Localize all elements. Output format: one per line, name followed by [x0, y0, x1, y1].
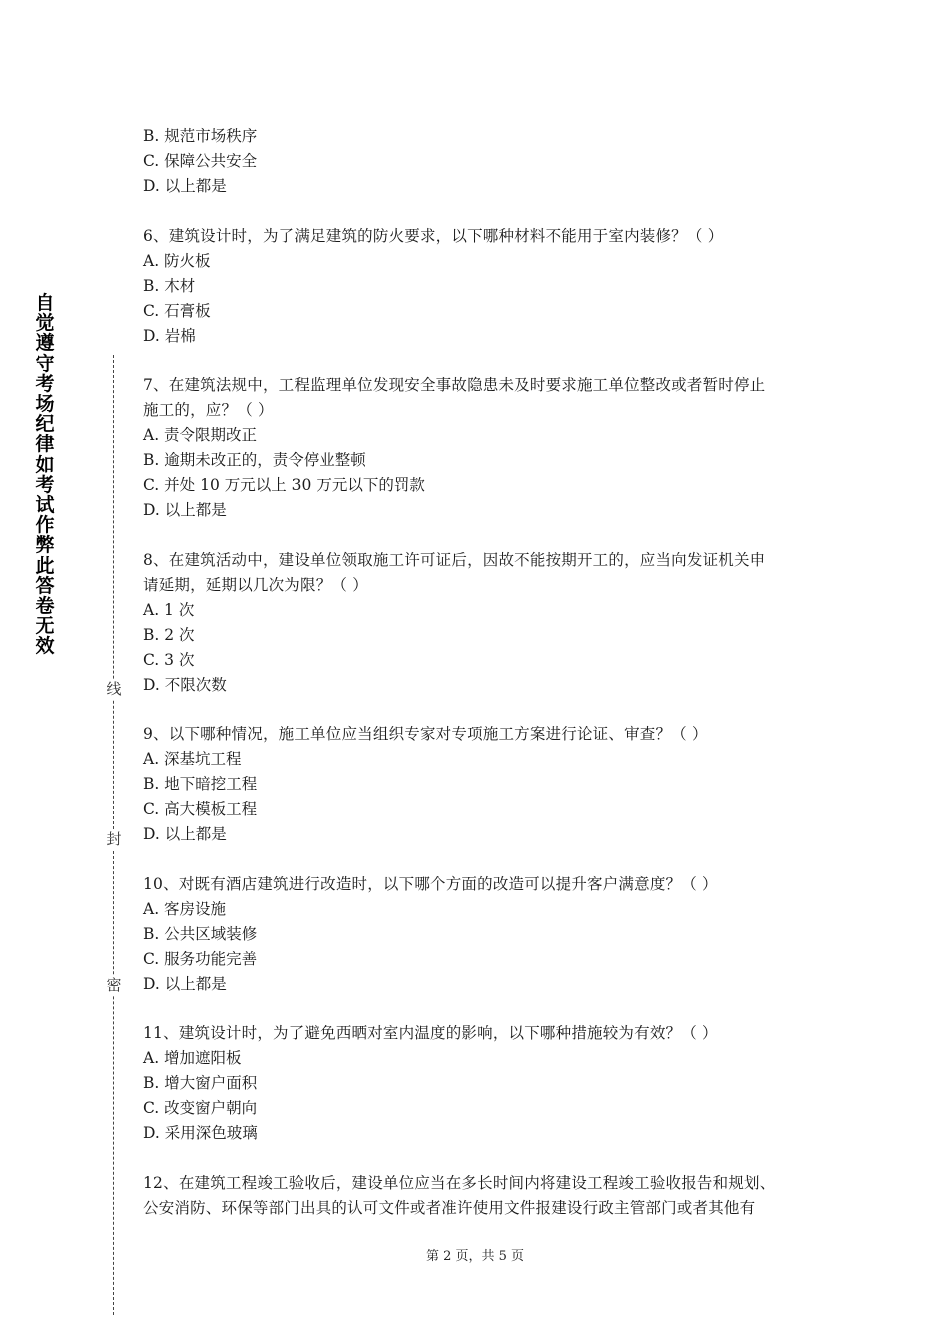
answer-option: C. 并处 10 万元以上 30 万元以下的罚款	[143, 476, 425, 494]
warning-char: 答	[35, 574, 55, 597]
question-gap	[143, 997, 815, 1022]
question-text: 6、建筑设计时，为了满足建筑的防火要求，以下哪种材料不能用于室内装修？（ ）	[143, 226, 724, 245]
warning-char: 弊	[35, 534, 55, 557]
answer-option: A. 责令限期改正	[143, 426, 258, 444]
answer-option: C. 3 次	[143, 650, 195, 669]
warning-char: 考	[35, 473, 55, 496]
question-gap	[143, 1146, 815, 1171]
answer-option: D. 以上都是	[143, 177, 227, 195]
answer-option: B. 规范市场秩序	[143, 127, 258, 145]
question-text: 7、在建筑法规中，工程监理单位发现安全事故隐患未及时要求施工单位整改或者暂时停止	[143, 376, 766, 394]
warning-char: 此	[35, 554, 55, 577]
answer-option: A. 客房设施	[143, 899, 227, 918]
question-text: 12、在建筑工程竣工验收后，建设单位应当在多长时间内将建设工程竣工验收报告和规划、	[143, 1173, 776, 1192]
warning-char: 如	[35, 453, 55, 476]
binding-label-line: 线	[104, 679, 124, 699]
page-footer: 第 2 页，共 5 页	[425, 1249, 525, 1264]
answer-option: A. 深基坑工程	[143, 750, 242, 768]
question-text: 10、对既有酒店建筑进行改造时，以下哪个方面的改造可以提升客户满意度？（ ）	[143, 874, 718, 893]
question-text: 8、在建筑活动中，建设单位领取施工许可证后，因故不能按期开工的，应当向发证机关申	[143, 550, 766, 569]
answer-option: A. 1 次	[143, 600, 195, 619]
warning-char: 遵	[35, 332, 55, 355]
answer-option: D. 以上都是	[143, 501, 227, 519]
question-text: 11、建筑设计时，为了避免西晒对室内温度的影响，以下哪种措施较为有效？（ ）	[143, 1024, 718, 1042]
question-list	[143, 124, 815, 1221]
exam-discipline-warning	[32, 293, 58, 657]
question-text: 公安消防、环保等部门出具的认可文件或者准许使用文件报建设行政主管部门或者其他有	[143, 1198, 756, 1217]
answer-option: B. 地下暗挖工程	[143, 775, 258, 793]
answer-option: D. 岩棉	[143, 326, 196, 345]
warning-char: 觉	[35, 312, 55, 335]
answer-option: B. 逾期未改正的，责令停业整顿	[143, 451, 366, 469]
binding-label-dense: 密	[104, 975, 124, 995]
question-gap	[143, 523, 815, 548]
warning-char: 卷	[35, 595, 55, 618]
answer-option: C. 保障公共安全	[143, 152, 258, 170]
question-gap	[143, 698, 815, 723]
answer-option: C. 石膏板	[143, 301, 211, 320]
question-gap	[143, 847, 815, 872]
warning-char: 考	[35, 372, 55, 395]
answer-option: B. 增大窗户面积	[143, 1074, 258, 1092]
question-gap	[143, 349, 815, 374]
binding-label-seal: 封	[104, 829, 124, 849]
warning-char: 律	[35, 433, 55, 456]
warning-char: 自	[35, 292, 55, 314]
answer-option: C. 高大模板工程	[143, 800, 258, 818]
warning-char: 试	[35, 494, 55, 517]
question-text: 请延期，延期以几次为限？（ ）	[143, 575, 368, 594]
warning-char: 守	[35, 352, 55, 375]
answer-option: C. 改变窗户朝向	[143, 1099, 258, 1117]
answer-option: C. 服务功能完善	[143, 949, 258, 968]
question-gap	[143, 199, 815, 224]
answer-option: B. 木材	[143, 276, 196, 295]
warning-char: 场	[35, 393, 55, 416]
question-text: 9、以下哪种情况，施工单位应当组织专家对专项施工方案进行论证、审查？（ ）	[143, 725, 708, 743]
question-text: 施工的，应？（ ）	[143, 401, 274, 419]
warning-char: 纪	[35, 413, 55, 436]
answer-option: D. 以上都是	[143, 974, 227, 993]
answer-option: B. 2 次	[143, 625, 195, 644]
answer-option: A. 防火板	[143, 251, 211, 270]
answer-option: D. 采用深色玻璃	[143, 1124, 258, 1142]
warning-char: 作	[35, 514, 55, 537]
warning-char: 无	[35, 615, 55, 638]
answer-option: D. 以上都是	[143, 825, 227, 843]
answer-option: B. 公共区域装修	[143, 924, 258, 943]
answer-option: A. 增加遮阳板	[143, 1049, 242, 1067]
warning-char: 效	[35, 635, 55, 658]
answer-option: D. 不限次数	[143, 675, 227, 694]
